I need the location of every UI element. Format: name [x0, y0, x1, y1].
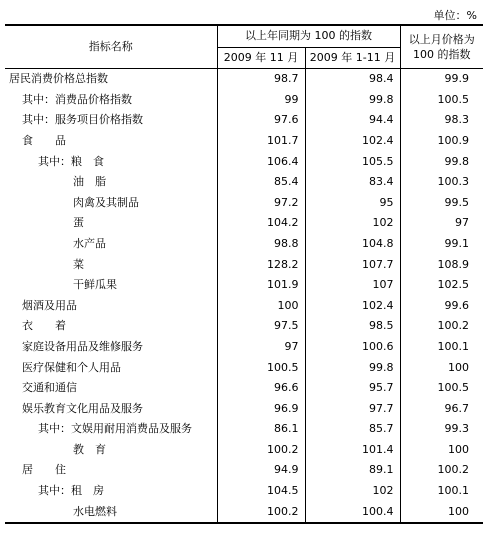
- row-value-nov: 106.4: [217, 152, 305, 173]
- row-value-ytd: 99.8: [305, 358, 400, 379]
- row-value-ytd: 95: [305, 193, 400, 214]
- table-row: [5, 378, 483, 399]
- row-value-ytd: 107.7: [305, 255, 400, 276]
- row-value-ytd: 100.4: [305, 502, 400, 524]
- table-row: [5, 255, 483, 276]
- row-value-mom: 99.8: [444, 154, 469, 168]
- row-value-ytd: 101.4: [305, 440, 400, 461]
- table-row: [5, 481, 483, 502]
- row-value-nov: 97.5: [217, 316, 305, 337]
- row-value-nov: 100.2: [217, 440, 305, 461]
- row-name: 烟酒及用品: [5, 296, 217, 317]
- table-row: [5, 90, 483, 111]
- row-value-ytd: 100.6: [305, 337, 400, 358]
- row-value-nov: 100.5: [217, 358, 305, 379]
- row-value-mom: 102.5: [437, 278, 469, 292]
- row-value-mom: 99.6: [444, 298, 469, 312]
- header-jan-nov-2009: 2009 年 1-11 月: [305, 47, 400, 69]
- row-name: 其中：粮 食: [5, 152, 217, 173]
- header-nov-2009: 2009 年 11 月: [217, 47, 305, 69]
- row-value-mom: 97: [455, 216, 469, 230]
- row-name: 教 育: [5, 440, 217, 461]
- table-row: [5, 358, 483, 379]
- row-name: 蛋: [5, 213, 217, 234]
- row-value-mom: 108.9: [437, 257, 469, 271]
- table-row: [5, 419, 483, 440]
- row-name: 食 品: [5, 131, 217, 152]
- header-mom-line1: 以上月价格为: [408, 33, 475, 47]
- row-value-ytd: 85.7: [305, 419, 400, 440]
- row-name: 医疗保健和个人用品: [5, 358, 217, 379]
- row-value-ytd: 102.4: [305, 296, 400, 317]
- row-value-mom: 99.5: [444, 195, 469, 209]
- row-name: 油 脂: [5, 172, 217, 193]
- row-value-ytd: 107: [305, 275, 400, 296]
- row-name: 其中：文娱用耐用消费品及服务: [5, 419, 217, 440]
- row-name: 水电燃料: [5, 502, 217, 524]
- row-value-nov: 85.4: [217, 172, 305, 193]
- row-value-nov: 128.2: [217, 255, 305, 276]
- table-row: [5, 337, 483, 358]
- row-value-nov: 104.2: [217, 213, 305, 234]
- row-value-nov: 100: [217, 296, 305, 317]
- row-value-mom: 100.3: [437, 175, 469, 189]
- price-index-table: [5, 24, 483, 524]
- row-value-ytd: 95.7: [305, 378, 400, 399]
- row-value-mom: 100.2: [437, 319, 469, 333]
- table-row: [5, 131, 483, 152]
- row-name: 交通和通信: [5, 378, 217, 399]
- row-value-nov: 104.5: [217, 481, 305, 502]
- row-value-nov: 97.2: [217, 193, 305, 214]
- row-value-ytd: 97.7: [305, 399, 400, 420]
- row-value-nov: 101.9: [217, 275, 305, 296]
- row-value-mom: 100: [448, 360, 469, 374]
- row-name: 其中：消费品价格指数: [5, 90, 217, 111]
- row-value-ytd: 102: [305, 213, 400, 234]
- row-value-mom: 100.1: [437, 339, 469, 353]
- row-value-ytd: 99.8: [305, 90, 400, 111]
- row-value-ytd: 102: [305, 481, 400, 502]
- table-row: [5, 316, 483, 337]
- table-row: [5, 193, 483, 214]
- table-row: [5, 275, 483, 296]
- row-value-ytd: 94.4: [305, 110, 400, 131]
- table-row: [5, 110, 483, 131]
- row-name: 居民消费价格总指数: [5, 69, 217, 90]
- row-value-mom: 99.1: [444, 236, 469, 250]
- table-row: [5, 296, 483, 317]
- row-name: 干鲜瓜果: [5, 275, 217, 296]
- row-value-nov: 98.8: [217, 234, 305, 255]
- row-value-mom: 99.9: [444, 72, 469, 86]
- row-value-nov: 98.7: [217, 69, 305, 90]
- header-yoy-group: 以上年同期为 100 的指数: [217, 25, 400, 47]
- header-indicator-name: 指标名称: [5, 25, 217, 69]
- row-name: 菜: [5, 255, 217, 276]
- row-value-mom: 100.1: [437, 484, 469, 498]
- row-name: 其中：租 房: [5, 481, 217, 502]
- row-value-ytd: 83.4: [305, 172, 400, 193]
- row-name: 居 住: [5, 460, 217, 481]
- row-value-nov: 97.6: [217, 110, 305, 131]
- table-row: [5, 172, 483, 193]
- table-row: [5, 234, 483, 255]
- row-name: 家庭设备用品及维修服务: [5, 337, 217, 358]
- row-value-nov: 97: [217, 337, 305, 358]
- header-mom-line2: 100 的指数: [413, 48, 471, 62]
- row-value-nov: 94.9: [217, 460, 305, 481]
- row-value-mom: 100: [448, 442, 469, 456]
- row-name: 衣 着: [5, 316, 217, 337]
- row-value-nov: 96.9: [217, 399, 305, 420]
- table-row: [5, 69, 483, 90]
- row-name: 其中：服务项目价格指数: [5, 110, 217, 131]
- row-value-mom: 100.5: [437, 92, 469, 106]
- row-value-nov: 96.6: [217, 378, 305, 399]
- row-name: 肉禽及其制品: [5, 193, 217, 214]
- row-value-ytd: 98.4: [305, 69, 400, 90]
- table-row: [5, 502, 483, 524]
- table-row: [5, 399, 483, 420]
- row-value-ytd: 105.5: [305, 152, 400, 173]
- row-value-ytd: 104.8: [305, 234, 400, 255]
- row-value-mom: 99.3: [444, 422, 469, 436]
- table-row: [5, 213, 483, 234]
- row-value-ytd: 89.1: [305, 460, 400, 481]
- row-value-mom: 98.3: [444, 113, 469, 127]
- table-row: [5, 460, 483, 481]
- header-row-1: [5, 25, 483, 47]
- row-value-ytd: 98.5: [305, 316, 400, 337]
- row-value-mom: 96.7: [444, 401, 469, 415]
- row-value-nov: 101.7: [217, 131, 305, 152]
- row-name: 娱乐教育文化用品及服务: [5, 399, 217, 420]
- unit-label: 单位：%: [433, 9, 477, 22]
- table-row: [5, 152, 483, 173]
- header-mom: [400, 25, 483, 69]
- row-value-mom: 100: [400, 502, 483, 524]
- row-value-ytd: 102.4: [305, 131, 400, 152]
- row-value-mom: 100.9: [437, 133, 469, 147]
- row-value-mom: 100.5: [437, 381, 469, 395]
- row-value-nov: 100.2: [217, 502, 305, 524]
- row-value-nov: 86.1: [217, 419, 305, 440]
- row-value-mom: 100.2: [437, 463, 469, 477]
- row-name: 水产品: [5, 234, 217, 255]
- row-value-nov: 99: [217, 90, 305, 111]
- table-row: [5, 440, 483, 461]
